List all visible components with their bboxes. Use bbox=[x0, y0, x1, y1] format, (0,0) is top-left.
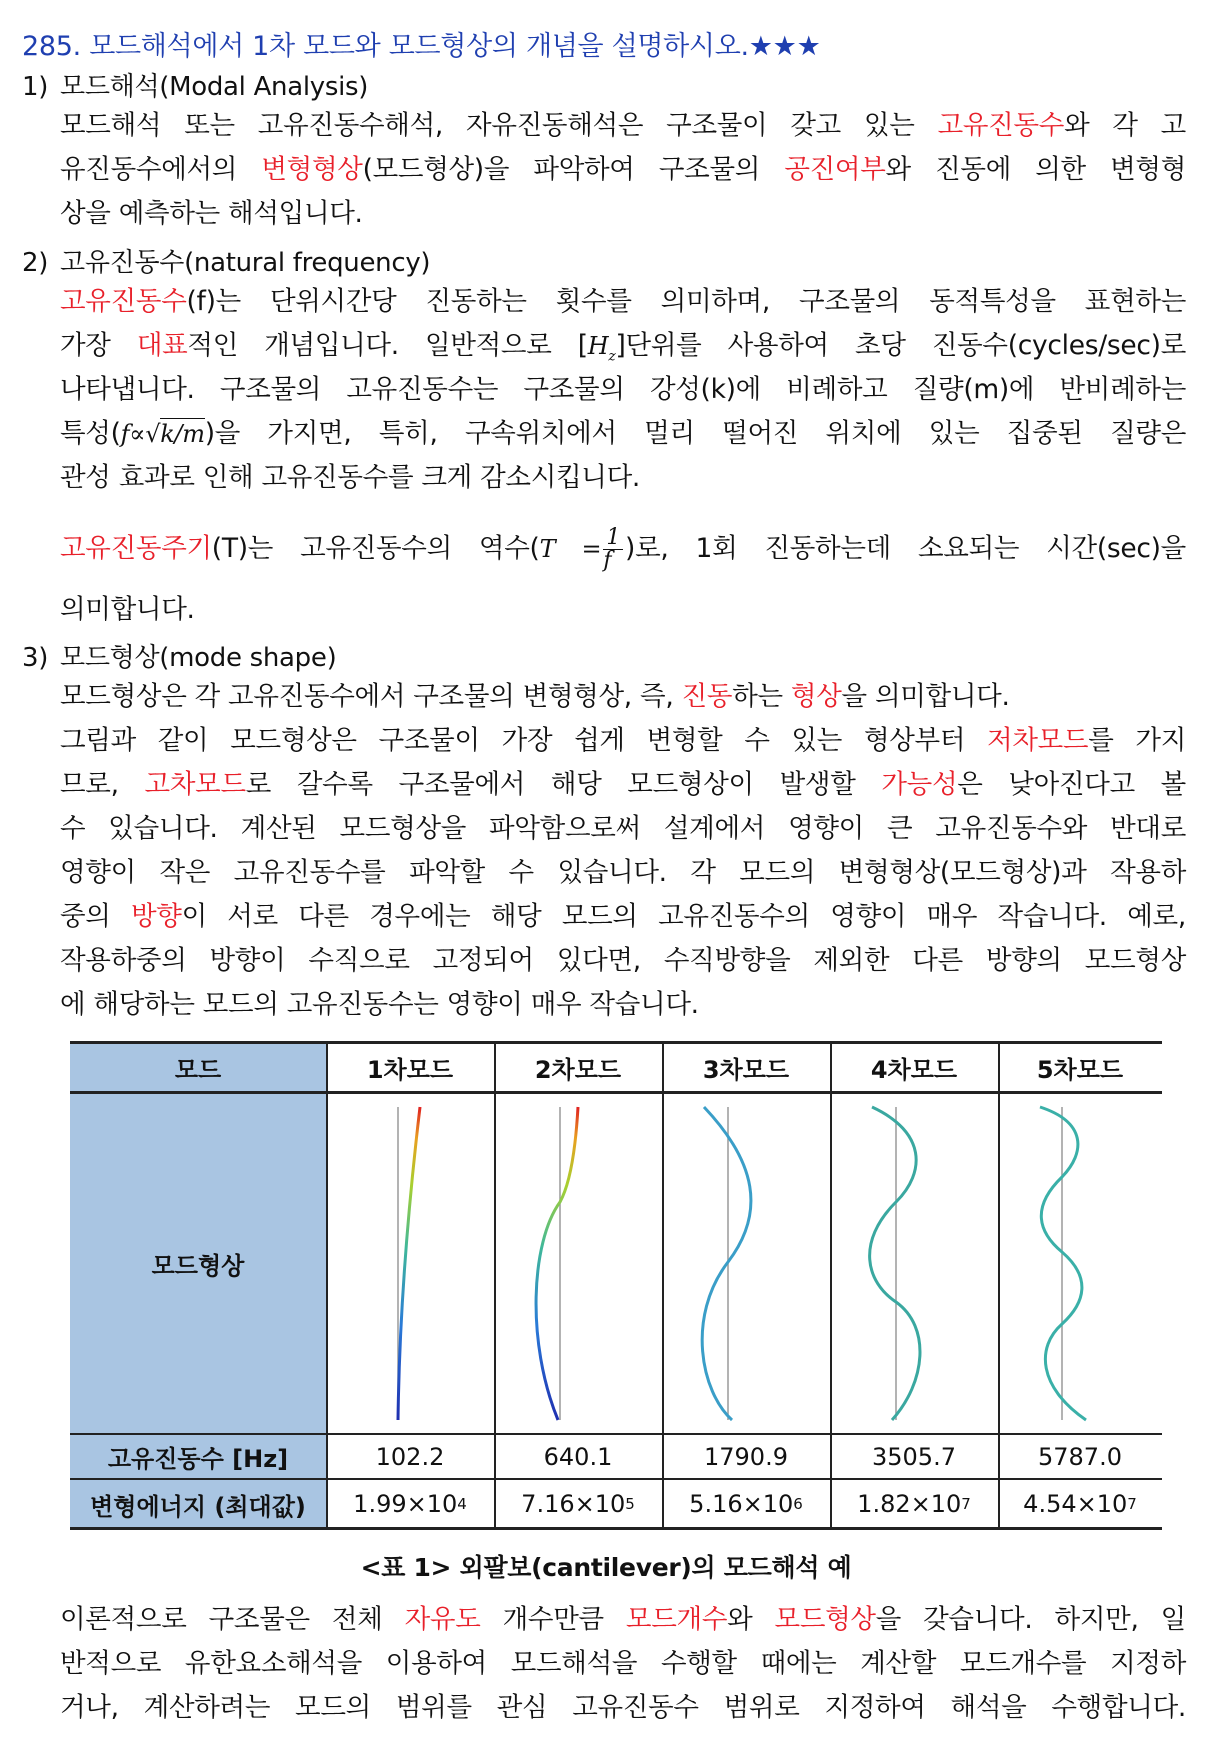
section-3-heading: 3) 모드형상(mode shape) bbox=[22, 643, 337, 673]
table-row-label-shape: 모드형상 bbox=[151, 1251, 245, 1280]
freq-mode-1: 102.2 bbox=[375, 1442, 445, 1471]
section-2-line-1: 고유진동수(f)는 단위시간당 진동하는 횟수를 의미하며, 구조물의 동적특성을 표현하는 bbox=[60, 286, 1186, 317]
question-title: 285. 모드해석에서 1차 모드와 모드형상의 개념을 설명하시오.★★★ bbox=[22, 31, 821, 62]
energy-mode-1: 1.99×10 4 bbox=[353, 1490, 467, 1518]
section-3-line-3: 므로, 고차모드로 갈수록 구조물에서 해당 모드형상이 발생할 가능성은 낮아진다고 볼 bbox=[60, 769, 1186, 800]
freq-mode-5: 5787.0 bbox=[1038, 1442, 1122, 1471]
section-3-line-5: 영향이 작은 고유진동수를 파악할 수 있습니다. 각 모드의 변형형상(모드형상)과 작용하 bbox=[60, 857, 1186, 888]
table-head-mode: 모드 bbox=[174, 1055, 222, 1084]
energy-mode-4: 1.82×10 7 bbox=[857, 1490, 971, 1518]
section-2-line-7: 의미합니다. bbox=[60, 594, 195, 625]
table-head-mode-1: 1차모드 bbox=[366, 1055, 454, 1084]
section-3-line-8: 에 해당하는 모드의 고유진동수는 영향이 매우 작습니다. bbox=[60, 989, 699, 1020]
table-caption: <표 1> 외팔보(cantilever)의 모드해석 예 bbox=[360, 1553, 852, 1582]
energy-mode-3: 5.16×10 6 bbox=[689, 1490, 803, 1518]
energy-mode-5: 4.54×10 7 bbox=[1023, 1490, 1137, 1518]
section-2-line-2: 가장 대표적인 개념입니다. 일반적으로 $[H_z]$단위를 사용하여 초당 진동수(cycles/sec)로 bbox=[60, 330, 1187, 365]
section-1-heading: 1) 모드해석(Modal Analysis) bbox=[22, 72, 369, 102]
section-2-line-3: 나타냅니다. 구조물의 고유진동수는 구조물의 강성(k)에 비례하고 질량(m)에 반비례하는 bbox=[60, 374, 1186, 405]
fraction-1-over-f: $\frac{1}{f}$ bbox=[603, 527, 623, 572]
section-3-line-1: 모드형상은 각 고유진동수에서 구조물의 변형형상, 즉, 진동하는 형상을 의미합니다. bbox=[60, 681, 1010, 712]
section-1-line-2: 유진동수에서의 변형형상(모드형상)을 파악하여 구조물의 공진여부와 진동에 의한 변형형 bbox=[60, 154, 1187, 185]
mode-shape-3 bbox=[702, 1107, 751, 1420]
table-head-mode-5: 5차모드 bbox=[1036, 1055, 1124, 1084]
table-rule bbox=[830, 1042, 832, 1529]
table-rule bbox=[326, 1042, 328, 1529]
table-head-mode-3: 3차모드 bbox=[702, 1055, 790, 1084]
freq-mode-3: 1790.9 bbox=[704, 1442, 788, 1471]
freq-mode-2: 640.1 bbox=[543, 1442, 613, 1471]
section-3-line-7: 작용하중의 방향이 수직으로 고정되어 있다면, 수직방향을 제외한 다른 방향의 모드형상 bbox=[60, 945, 1186, 976]
table-rule bbox=[662, 1042, 664, 1529]
section-2-line-5: 관성 효과로 인해 고유진동수를 크게 감소시킵니다. bbox=[60, 462, 641, 493]
mode-shape-2 bbox=[536, 1107, 578, 1420]
mode-shape-4 bbox=[870, 1107, 920, 1420]
closing-line-3: 거나, 계산하려는 모드의 범위를 관심 고유진동수 범위로 지정하여 해석을 수행합니다. bbox=[60, 1692, 1186, 1723]
section-2-line-6: 고유진동주기(T)는 고유진동수의 역수(T = $\frac{1}{f}$ )로, 1회 진동하는데 소요되는 시간(sec)을 bbox=[60, 525, 1186, 573]
mode-shape-5 bbox=[1040, 1107, 1086, 1420]
undeformed-axes bbox=[398, 1107, 1062, 1420]
table-rule bbox=[494, 1042, 496, 1529]
mode-shape-1 bbox=[398, 1107, 420, 1420]
table-row-label-frequency: 고유진동수 [Hz] bbox=[107, 1445, 289, 1473]
section-1-line-3: 상을 예측하는 해석입니다. bbox=[60, 198, 363, 229]
table-rule bbox=[998, 1042, 1000, 1529]
freq-mode-4: 3505.7 bbox=[872, 1442, 956, 1471]
section-2-line-4: 특성(f∝√k/m)을 가지면, 특히, 구속위치에서 멀리 떨어진 위치에 있는 집중된 질량은 bbox=[60, 418, 1186, 449]
section-2-heading: 2) 고유진동수(natural frequency) bbox=[22, 248, 431, 278]
section-3-line-6: 중의 방향이 서로 다른 경우에는 해당 모드의 고유진동수의 영향이 매우 작습니다. 예로, bbox=[60, 901, 1186, 932]
section-3-line-4: 수 있습니다. 계산된 모드형상을 파악함으로써 설계에서 영향이 큰 고유진동수와 반대로 bbox=[60, 813, 1186, 844]
mode-shape-figure bbox=[326, 1092, 1162, 1434]
table-head-mode-2: 2차모드 bbox=[534, 1055, 622, 1084]
mode-table bbox=[70, 1042, 1162, 1529]
section-1-line-1: 모드해석 또는 고유진동수해석, 자유진동해석은 구조물이 갖고 있는 고유진동수와 각 고 bbox=[60, 110, 1186, 141]
table-row-label-energy: 변형에너지 (최대값) bbox=[90, 1492, 306, 1521]
closing-line-2: 반적으로 유한요소해석을 이용하여 모드해석을 수행할 때에는 계산할 모드개수를 지정하 bbox=[60, 1648, 1186, 1679]
closing-line-1: 이론적으로 구조물은 전체 자유도 개수만큼 모드개수와 모드형상을 갖습니다. 하지만, 일 bbox=[60, 1604, 1186, 1635]
section-3-line-2: 그림과 같이 모드형상은 구조물이 가장 쉽게 변형할 수 있는 형상부터 저차모드를 가지 bbox=[60, 725, 1186, 756]
table-head-mode-4: 4차모드 bbox=[870, 1055, 958, 1084]
energy-mode-2: 7.16×10 5 bbox=[521, 1490, 635, 1518]
